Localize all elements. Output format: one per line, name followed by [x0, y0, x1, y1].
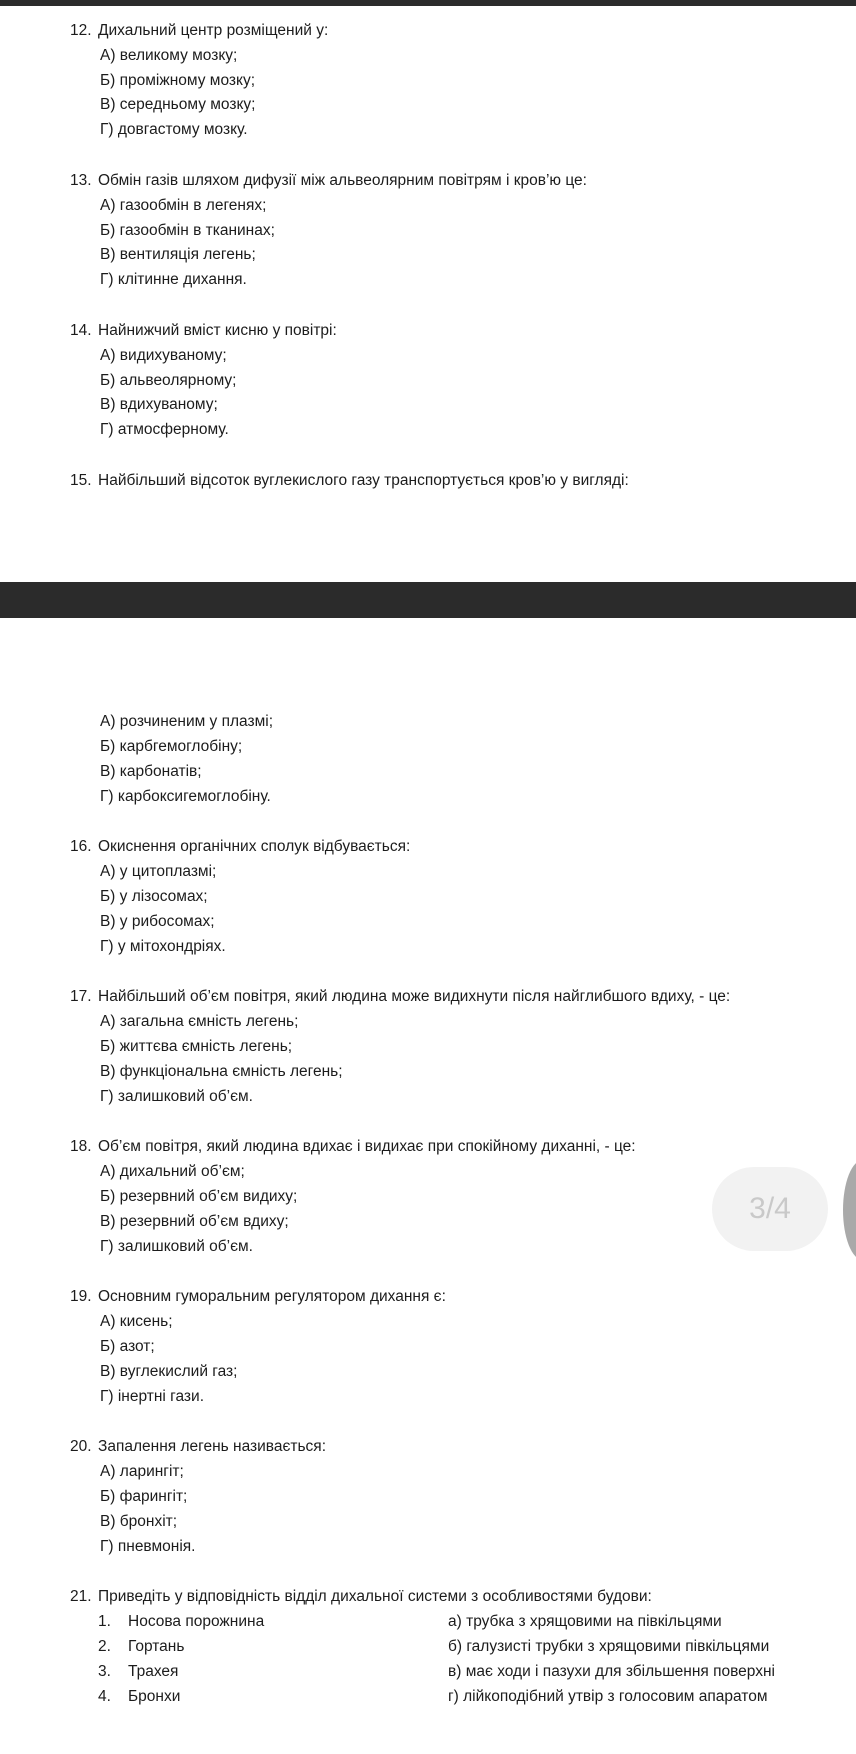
- matching-left-item: Носова порожнина: [128, 1613, 265, 1630]
- page-separator: [0, 582, 856, 618]
- question-13-option-d: Г) клітинне дихання.: [100, 271, 247, 288]
- question-15-option-d: Г) карбоксигемоглобіну.: [100, 788, 271, 805]
- question-12-option-c: В) середньому мозку;: [100, 96, 256, 113]
- question-14-option-a: А) видихуваному;: [100, 347, 227, 364]
- question-20-option-a: А) ларингіт;: [100, 1463, 184, 1480]
- question-12-title: 12. Дихальний центр розміщений у:: [70, 22, 329, 39]
- question-16-option-d: Г) у мітохондріях.: [100, 938, 226, 955]
- question-13-option-a: А) газообмін в легенях;: [100, 197, 267, 214]
- question-14-option-d: Г) атмосферному.: [100, 421, 229, 438]
- question-13-option-b: Б) газообмін в тканинах;: [100, 222, 275, 239]
- question-17-option-c: В) функціональна ємність легень;: [100, 1063, 343, 1080]
- question-18-option-b: Б) резервний об’єм видиху;: [100, 1188, 298, 1205]
- question-12-option-b: Б) проміжному мозку;: [100, 72, 256, 89]
- question-19-option-a: А) кисень;: [100, 1313, 173, 1330]
- question-20-option-b: Б) фарингіт;: [100, 1488, 188, 1505]
- question-19-option-c: В) вуглекислий газ;: [100, 1363, 238, 1380]
- matching-right-item: г) лійкоподібний утвір з голосовим апаратом: [448, 1688, 768, 1705]
- question-14-option-b: Б) альвеолярному;: [100, 372, 237, 389]
- page-indicator: 3/4: [712, 1167, 828, 1251]
- question-15-option-a: А) розчиненим у плазмі;: [100, 713, 274, 730]
- question-14-option-c: В) вдихуваному;: [100, 396, 218, 413]
- matching-right-item: б) галузисті трубки з хрящовими півкільцями: [448, 1638, 770, 1655]
- matching-number: 3.: [98, 1663, 111, 1680]
- question-18-title: 18. Об’єм повітря, який людина вдихає і видихає при спокійному диханні, - це:: [70, 1138, 636, 1155]
- matching-right-item: а) трубка з хрящовими на півкільцями: [448, 1613, 722, 1630]
- matching-left-item: Гортань: [128, 1638, 185, 1655]
- question-21-title: 21. Приведіть у відповідність відділ дихальної системи з особливостями будови:: [70, 1588, 652, 1605]
- matching-right-item: в) має ходи і пазухи для збільшення поверхні: [448, 1663, 775, 1680]
- question-15-option-c: В) карбонатів;: [100, 763, 202, 780]
- question-18-option-d: Г) залишковий об’єм.: [100, 1238, 253, 1255]
- question-17-option-d: Г) залишковий об’єм.: [100, 1088, 253, 1105]
- question-20-title: 20. Запалення легень називається:: [70, 1438, 327, 1455]
- question-20-option-c: В) бронхіт;: [100, 1513, 178, 1530]
- matching-number: 4.: [98, 1688, 111, 1705]
- question-13-option-c: В) вентиляція легень;: [100, 246, 256, 263]
- question-16-title: 16. Окиснення органічних сполук відбувається:: [70, 838, 411, 855]
- matching-row: [0, 1684, 856, 1709]
- matching-left-item: Трахея: [128, 1663, 179, 1680]
- question-16-option-c: В) у рибосомах;: [100, 913, 215, 930]
- matching-row: [0, 1609, 856, 1634]
- question-19-title: 19. Основним гуморальним регулятором дихання є:: [70, 1288, 446, 1305]
- question-12-option-d: Г) довгастому мозку.: [100, 121, 248, 138]
- question-18-option-c: В) резервний об’єм вдиху;: [100, 1213, 289, 1230]
- question-15-title: 15. Найбільший відсоток вуглекислого газу транспортується кров’ю у вигляді:: [70, 472, 629, 489]
- matching-left-item: Бронхи: [128, 1688, 181, 1705]
- document-page-upper: [0, 6, 856, 582]
- question-17-option-a: А) загальна ємність легень;: [100, 1013, 299, 1030]
- question-19-option-b: Б) азот;: [100, 1338, 155, 1355]
- question-12-option-a: А) великому мозку;: [100, 47, 238, 64]
- question-17-title: 17. Найбільший об’єм повітря, який людина може видихнути після найглибшого вдиху, - це:: [70, 988, 731, 1005]
- question-16-option-a: А) у цитоплазмі;: [100, 863, 217, 880]
- question-15-option-b: Б) карбгемоглобіну;: [100, 738, 243, 755]
- question-13-title: 13. Обмін газів шляхом дифузії між альвеолярним повітрям і кров’ю це:: [70, 172, 587, 189]
- matching-row: [0, 1634, 856, 1659]
- question-20-option-d: Г) пневмонія.: [100, 1538, 196, 1555]
- matching-number: 1.: [98, 1613, 111, 1630]
- question-18-option-a: А) дихальний об’єм;: [100, 1163, 245, 1180]
- question-19-option-d: Г) інертні гази.: [100, 1388, 205, 1405]
- question-16-option-b: Б) у лізосомах;: [100, 888, 208, 905]
- question-17-option-b: Б) життєва ємність легень;: [100, 1038, 293, 1055]
- question-14-title: 14. Найнижчий вміст кисню у повітрі:: [70, 322, 337, 339]
- matching-row: [0, 1659, 856, 1684]
- matching-number: 2.: [98, 1638, 111, 1655]
